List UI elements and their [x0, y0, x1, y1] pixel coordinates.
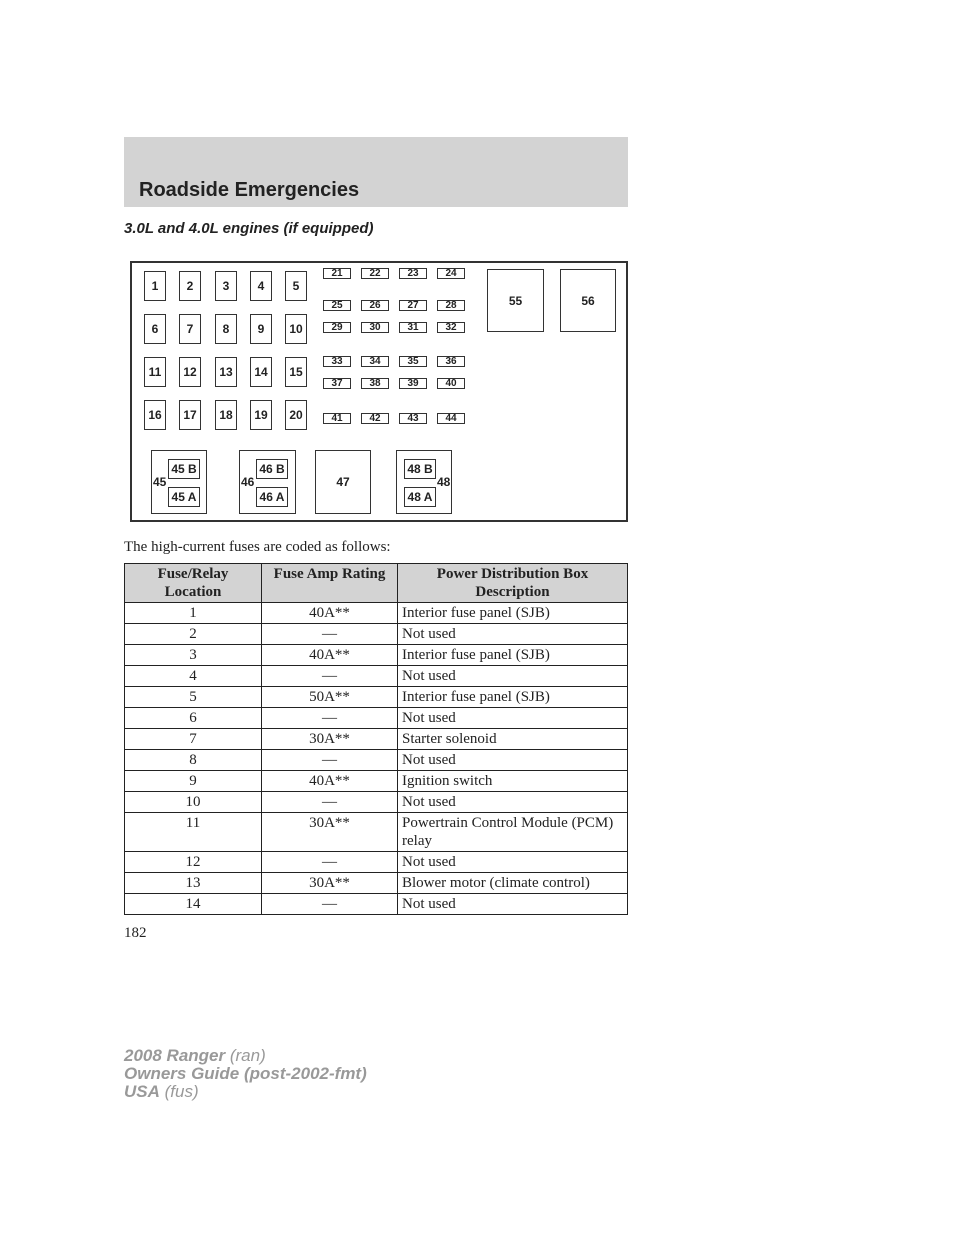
- cell-location: 12: [125, 852, 262, 873]
- fuse-table: [124, 563, 628, 915]
- cell-amp-rating: —: [262, 750, 398, 771]
- mini-fuse-22: 22: [361, 268, 389, 279]
- table-row: [125, 813, 628, 852]
- cell-description: Not used: [398, 750, 628, 771]
- cell-description: Not used: [398, 666, 628, 687]
- fuse-9: 9: [250, 314, 272, 344]
- cell-description: Ignition switch: [398, 771, 628, 792]
- cell-amp-rating: 40A**: [262, 603, 398, 624]
- relay-48-b: 48 B: [404, 459, 436, 479]
- relay-pair-label-45: 45: [153, 475, 167, 489]
- cell-amp-rating: 40A**: [262, 771, 398, 792]
- cell-amp-rating: —: [262, 792, 398, 813]
- cell-location: 14: [125, 894, 262, 915]
- cell-description: Powertrain Control Module (PCM) relay: [398, 813, 628, 852]
- cell-amp-rating: —: [262, 624, 398, 645]
- fuse-17: 17: [179, 400, 201, 430]
- relay-56: 56: [560, 269, 616, 332]
- fuse-2: 2: [179, 271, 201, 301]
- cell-description: Interior fuse panel (SJB): [398, 645, 628, 666]
- fuse-6: 6: [144, 314, 166, 344]
- footer-line-3: USA (fus): [124, 1082, 199, 1101]
- fuse-7: 7: [179, 314, 201, 344]
- mini-fuse-24: 24: [437, 268, 465, 279]
- cell-amp-rating: 30A**: [262, 729, 398, 750]
- mini-fuse-38: 38: [361, 378, 389, 389]
- relay-55: 55: [487, 269, 544, 332]
- cell-description: Interior fuse panel (SJB): [398, 687, 628, 708]
- relay-48-a: 48 A: [404, 487, 436, 507]
- table-row: [125, 687, 628, 708]
- fuse-8: 8: [215, 314, 237, 344]
- cell-location: 9: [125, 771, 262, 792]
- table-header-row: [125, 564, 628, 603]
- document-footer: [124, 1047, 367, 1101]
- relay-46-a: 46 A: [256, 487, 288, 507]
- fuse-4: 4: [250, 271, 272, 301]
- mini-fuse-26: 26: [361, 300, 389, 311]
- fuse-14: 14: [250, 357, 272, 387]
- mini-fuse-37: 37: [323, 378, 351, 389]
- cell-location: 2: [125, 624, 262, 645]
- header-description: Power Distribution Box Description: [398, 564, 628, 603]
- fuse-19: 19: [250, 400, 272, 430]
- section-header-band: [124, 137, 628, 207]
- relay-45-b: 45 B: [168, 459, 200, 479]
- mini-fuse-44: 44: [437, 413, 465, 424]
- page-number: 182: [124, 925, 147, 941]
- fuse-10: 10: [285, 314, 307, 344]
- fuse-1: 1: [144, 271, 166, 301]
- table-row: [125, 645, 628, 666]
- relay-46-b: 46 B: [256, 459, 288, 479]
- fuse-12: 12: [179, 357, 201, 387]
- relay-47: 47: [315, 450, 371, 514]
- table-row: [125, 750, 628, 771]
- cell-description: Not used: [398, 708, 628, 729]
- table-row: [125, 708, 628, 729]
- table-row: [125, 666, 628, 687]
- cell-description: Starter solenoid: [398, 729, 628, 750]
- cell-location: 13: [125, 873, 262, 894]
- mini-fuse-39: 39: [399, 378, 427, 389]
- mini-fuse-21: 21: [323, 268, 351, 279]
- mini-fuse-32: 32: [437, 322, 465, 333]
- cell-description: Not used: [398, 792, 628, 813]
- cell-location: 5: [125, 687, 262, 708]
- cell-location: 10: [125, 792, 262, 813]
- cell-amp-rating: —: [262, 666, 398, 687]
- table-row: [125, 852, 628, 873]
- header-location: Fuse/Relay Location: [125, 564, 262, 603]
- cell-amp-rating: 30A**: [262, 873, 398, 894]
- cell-location: 3: [125, 645, 262, 666]
- mini-fuse-28: 28: [437, 300, 465, 311]
- cell-amp-rating: 50A**: [262, 687, 398, 708]
- fuse-20: 20: [285, 400, 307, 430]
- relay-pair-label-48: 48: [437, 475, 451, 489]
- footer-line-2: Owners Guide (post-2002-fmt): [124, 1064, 367, 1083]
- cell-description: Interior fuse panel (SJB): [398, 603, 628, 624]
- table-row: [125, 729, 628, 750]
- mini-fuse-30: 30: [361, 322, 389, 333]
- mini-fuse-40: 40: [437, 378, 465, 389]
- table-row: [125, 603, 628, 624]
- cell-description: Blower motor (climate control): [398, 873, 628, 894]
- fuse-3: 3: [215, 271, 237, 301]
- cell-location: 7: [125, 729, 262, 750]
- cell-description: Not used: [398, 624, 628, 645]
- engine-subtitle: 3.0L and 4.0L engines (if equipped): [124, 220, 374, 237]
- fuse-13: 13: [215, 357, 237, 387]
- mini-fuse-29: 29: [323, 322, 351, 333]
- cell-location: 1: [125, 603, 262, 624]
- intro-text: The high-current fuses are coded as follows:: [124, 539, 391, 555]
- mini-fuse-43: 43: [399, 413, 427, 424]
- table-row: [125, 771, 628, 792]
- mini-fuse-31: 31: [399, 322, 427, 333]
- cell-location: 6: [125, 708, 262, 729]
- fuse-18: 18: [215, 400, 237, 430]
- cell-amp-rating: 30A**: [262, 813, 398, 852]
- fuse-11: 11: [144, 357, 166, 387]
- table-row: [125, 873, 628, 894]
- fuse-box-diagram: [130, 261, 628, 522]
- header-amp-rating: Fuse Amp Rating: [262, 564, 398, 603]
- mini-fuse-34: 34: [361, 356, 389, 367]
- cell-amp-rating: —: [262, 708, 398, 729]
- section-title: Roadside Emergencies: [139, 179, 360, 201]
- mini-fuse-33: 33: [323, 356, 351, 367]
- fuse-16: 16: [144, 400, 166, 430]
- mini-fuse-41: 41: [323, 413, 351, 424]
- table-row: [125, 894, 628, 915]
- cell-amp-rating: —: [262, 852, 398, 873]
- cell-amp-rating: —: [262, 894, 398, 915]
- cell-location: 4: [125, 666, 262, 687]
- cell-amp-rating: 40A**: [262, 645, 398, 666]
- mini-fuse-27: 27: [399, 300, 427, 311]
- mini-fuse-36: 36: [437, 356, 465, 367]
- cell-location: 8: [125, 750, 262, 771]
- table-row: [125, 792, 628, 813]
- cell-description: Not used: [398, 852, 628, 873]
- mini-fuse-23: 23: [399, 268, 427, 279]
- mini-fuse-35: 35: [399, 356, 427, 367]
- fuse-5: 5: [285, 271, 307, 301]
- table-row: [125, 624, 628, 645]
- relay-pair-label-46: 46: [241, 475, 255, 489]
- relay-45-a: 45 A: [168, 487, 200, 507]
- fuse-15: 15: [285, 357, 307, 387]
- mini-fuse-25: 25: [323, 300, 351, 311]
- footer-line-1: 2008 Ranger (ran): [124, 1046, 266, 1065]
- cell-location: 11: [125, 813, 262, 852]
- mini-fuse-42: 42: [361, 413, 389, 424]
- cell-description: Not used: [398, 894, 628, 915]
